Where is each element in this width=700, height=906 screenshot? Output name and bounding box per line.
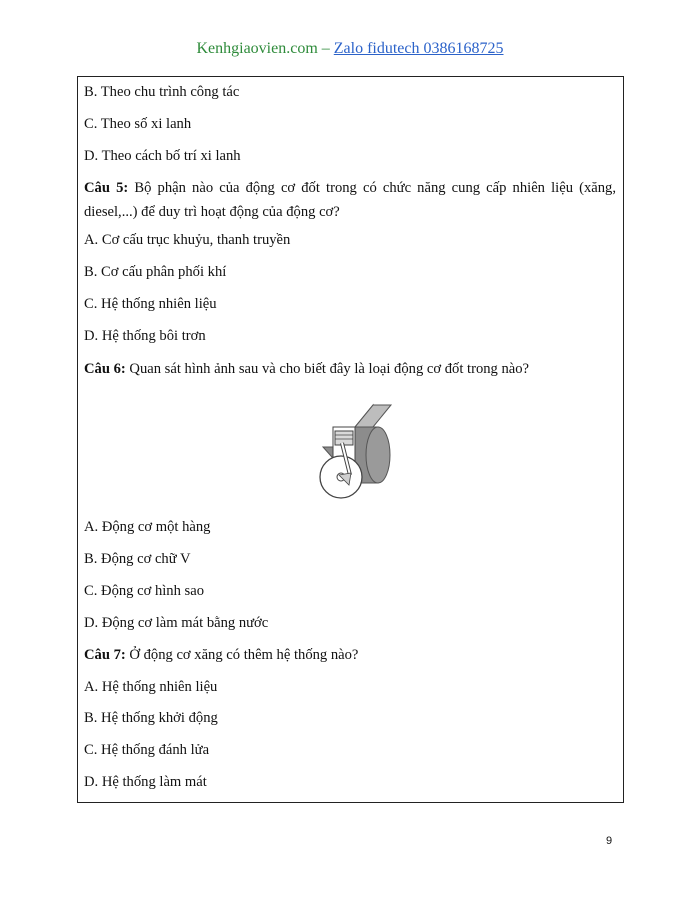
header-zalo-link[interactable]: Zalo fidutech 0386168725 xyxy=(333,40,504,57)
question-6 xyxy=(84,357,616,381)
q5-option-c: C. Hệ thống nhiên liệu xyxy=(84,296,217,312)
question-7-label: Câu 7: xyxy=(84,647,126,663)
question-5-label: Câu 5: xyxy=(84,180,129,196)
question-5 xyxy=(84,176,616,224)
question-7 xyxy=(84,643,616,667)
q6-option-b: B. Động cơ chữ V xyxy=(84,551,191,567)
q7-option-b: B. Hệ thống khởi động xyxy=(84,710,218,726)
header-separator: – xyxy=(317,40,334,57)
question-7-text: Ở động cơ xăng có thêm hệ thống nào? xyxy=(125,647,359,663)
option-prev-c: C. Theo số xi lanh xyxy=(84,116,192,132)
q7-option-a: A. Hệ thống nhiên liệu xyxy=(84,679,218,695)
q5-option-d: D. Hệ thống bôi trơn xyxy=(84,328,206,344)
q5-option-a: A. Cơ cấu trục khuỷu, thanh truyền xyxy=(84,232,291,248)
question-6-text: Quan sát hình ảnh sau và cho biết đây là loại động cơ đốt trong nào? xyxy=(125,361,530,377)
q6-option-d: D. Động cơ làm mát bằng nước xyxy=(84,615,269,631)
q6-option-c: C. Động cơ hình sao xyxy=(84,583,204,599)
option-prev-b: B. Theo chu trình công tác xyxy=(84,84,240,100)
page-number: 9 xyxy=(606,835,613,847)
page-header xyxy=(0,40,700,58)
option-prev-d: D. Theo cách bố trí xi lanh xyxy=(84,148,241,164)
question-5-text: Bộ phận nào của động cơ đốt trong có chức năng cung cấp nhiên liệu (xăng, diesel,...) để duy trì hoạt động của động cơ? xyxy=(84,180,616,220)
q5-option-b: B. Cơ cấu phân phối khí xyxy=(84,264,227,280)
header-site[interactable]: Kenhgiaovien.com xyxy=(196,40,318,57)
question-6-label: Câu 6: xyxy=(84,361,126,377)
q6-option-a: A. Động cơ một hàng xyxy=(84,519,211,535)
engine-cylinder-diagram-icon xyxy=(303,399,395,501)
q7-option-c: C. Hệ thống đánh lửa xyxy=(84,742,210,758)
q7-option-d: D. Hệ thống làm mát xyxy=(84,774,207,790)
